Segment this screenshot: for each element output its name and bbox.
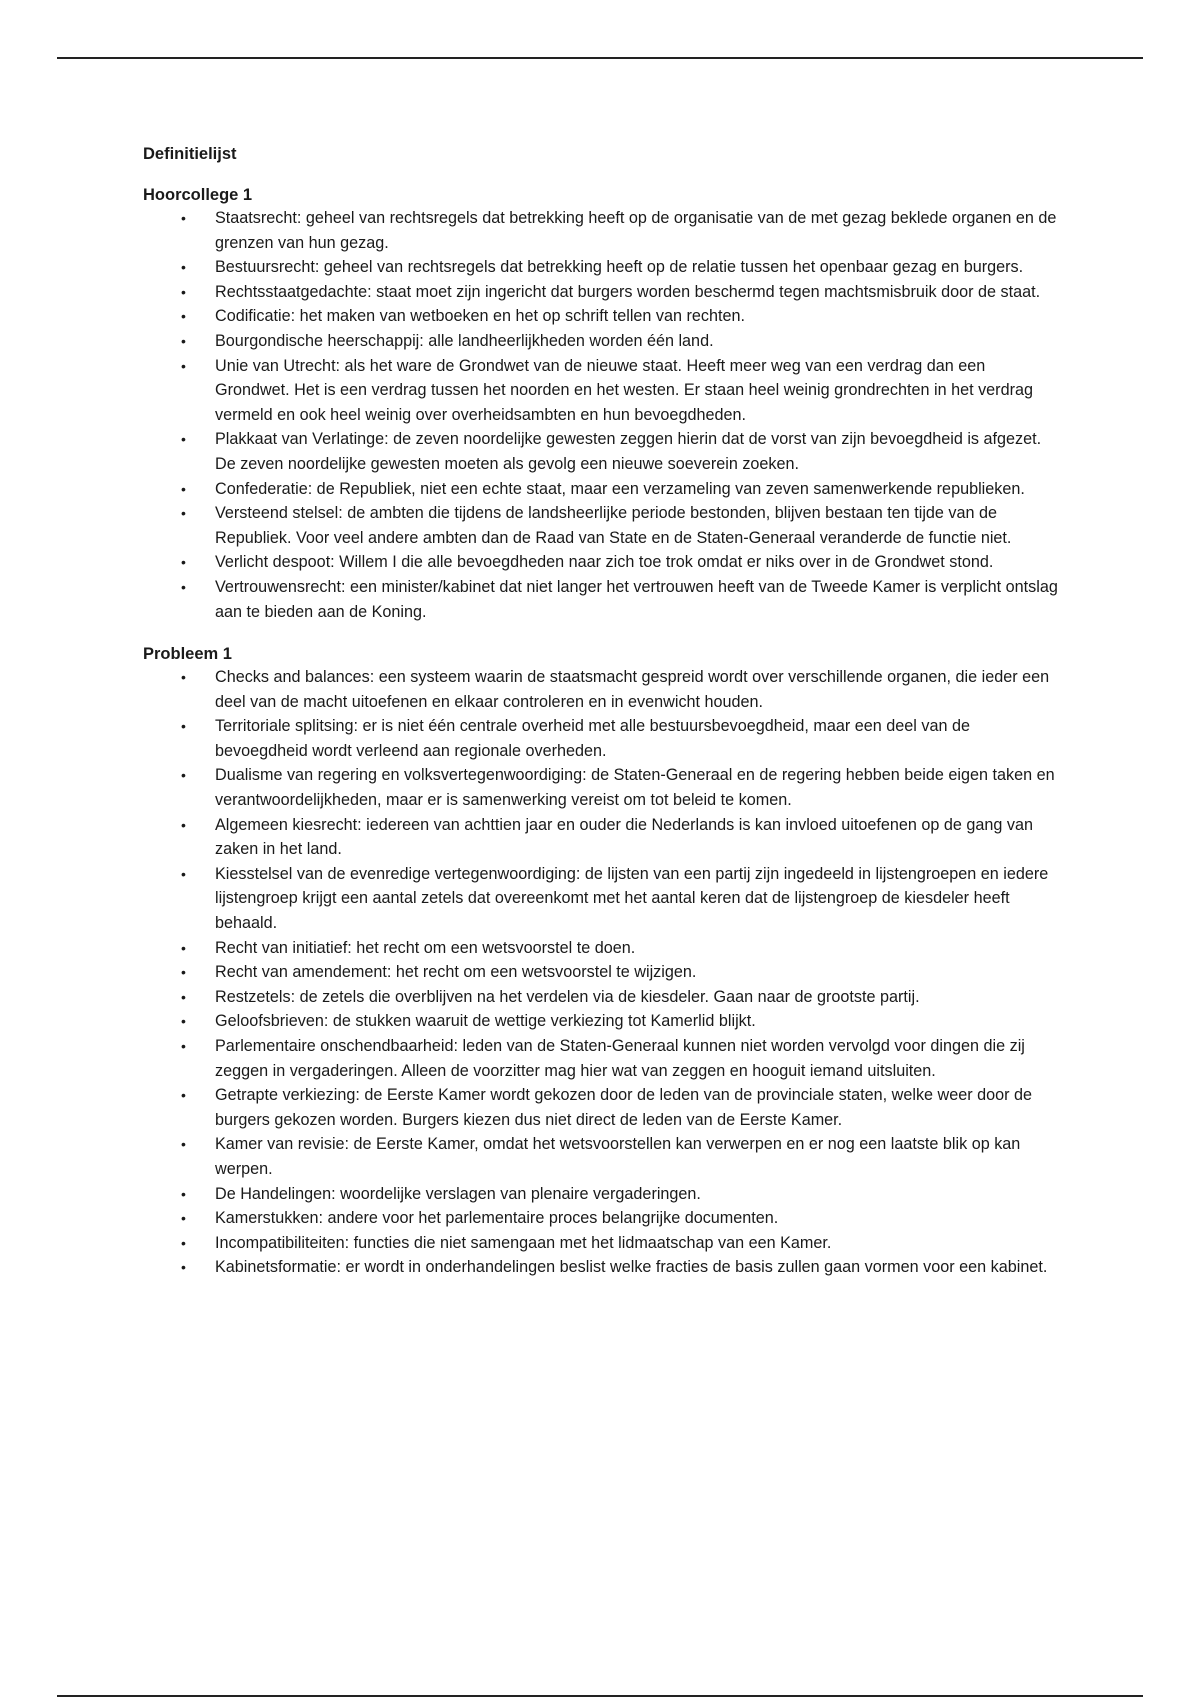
bullet-icon: • <box>181 357 186 374</box>
definition-text: Rechtsstaatgedachte: staat moet zijn ingericht dat burgers worden beschermd tegen machtsmisbruik door de staat. <box>215 282 1041 301</box>
list-item <box>143 329 1063 354</box>
list-item <box>143 255 1063 280</box>
definition-text: Algemeen kiesrecht: iedereen van achttien jaar en ouder die Nederlands is kan invloed uitoefenen op de gang van zaken in het land. <box>215 815 1034 859</box>
bullet-icon: • <box>181 669 186 686</box>
definition-text: Codificatie: het maken van wetboeken en het op schrift tellen van rechten. <box>215 307 746 326</box>
definition-text: Parlementaire onschendbaarheid: leden van de Staten-Generaal kunnen niet worden vervolgd voor dingen die zij zeggen in vergaderingen. Alleen de voorzitter mag hier wat van zeggen en hooguit iemand uitsluiten. <box>215 1037 1025 1080</box>
bullet-icon: • <box>181 505 186 522</box>
section-heading-hoorcollege-1: Hoorcollege 1 <box>143 186 253 204</box>
list-item <box>143 501 1063 550</box>
bullet-icon: • <box>181 480 186 497</box>
list-item <box>143 477 1063 502</box>
definition-text: Dualisme van regering en volksvertegenwoordiging: de Staten-Generaal en de regering hebben beide eigen taken en verantwoordelijkheden, maar er is samenwerking vereist om tot beleid te komen. <box>215 766 1055 810</box>
definition-text: Kabinetsformatie: er wordt in onderhandelingen beslist welke fracties de basis zullen gaan vormen voor een kabinet. <box>215 1258 1048 1277</box>
list-item <box>143 1132 1063 1181</box>
definition-text: Incompatibiliteiten: functies die niet samengaan met het lidmaatschap van een Kamer. <box>215 1233 832 1252</box>
definition-text: Vertrouwensrecht: een minister/kabinet dat niet langer het vertrouwen heeft van de Tweede Kamer is verplicht ontslag aan te bieden aan de Koning. <box>215 577 1058 621</box>
list-item <box>143 936 1063 961</box>
definition-text: Kamerstukken: andere voor het parlementaire proces belangrijke documenten. <box>215 1209 779 1228</box>
list-item <box>143 1034 1063 1083</box>
list-item <box>143 665 1063 714</box>
list-item <box>143 575 1063 624</box>
bullet-icon: • <box>181 816 186 833</box>
definition-text: Kamer van revisie: de Eerste Kamer, omdat het wetsvoorstellen kan verwerpen en er nog een laatste blik op kan werpen. <box>215 1135 1021 1178</box>
definition-text: Geloofsbrieven: de stukken waaruit de wettige verkiezing tot Kamerlid blijkt. <box>215 1012 756 1031</box>
list-item <box>143 1206 1063 1231</box>
footer-rule <box>57 1695 1143 1697</box>
definition-text: Recht van initiatief: het recht om een wetsvoorstel te doen. <box>215 938 636 957</box>
definition-text: Kiesstelsel van de evenredige vertegenwoordiging: de lijsten van een partij zijn ingedeeld in lijstengroepen en iedere lijstengroep krijgt een aantal zetels dat overeenkomt met het aantal keren dat de lijstengroep de kiesdeler heeft behaald. <box>215 864 1049 933</box>
bullet-icon: • <box>181 332 186 349</box>
bullet-icon: • <box>181 718 186 735</box>
list-item <box>143 304 1063 329</box>
definition-text: Bestuursrecht: geheel van rechtsregels dat betrekking heeft op de relatie tussen het openbaar gezag en burgers. <box>215 258 1024 277</box>
list-item <box>143 862 1063 936</box>
definition-text: Versteend stelsel: de ambten die tijdens de landsheerlijke periode bestonden, blijven bestaan ten tijde van de Republiek. Voor veel andere ambten dan de Raad van State en de Staten-Generaal veranderde de functie niet. <box>215 504 1012 547</box>
definition-list-hoorcollege-1 <box>143 206 1063 624</box>
list-item <box>143 1255 1063 1280</box>
list-item <box>143 960 1063 985</box>
definition-text: Verlicht despoot: Willem I die alle bevoegdheden naar zich toe trok omdat er niks over in de Grondwet stond. <box>215 553 994 572</box>
definition-text: Bourgondische heerschappij: alle landheerlijkheden worden één land. <box>215 331 714 350</box>
list-item <box>143 354 1063 428</box>
bullet-icon: • <box>181 1234 186 1251</box>
bullet-icon: • <box>181 210 186 226</box>
bullet-icon: • <box>181 1038 186 1054</box>
definition-text: Staatsrecht: geheel van rechtsregels dat betrekking heeft op de organisatie van de met gezag beklede organen en de grenzen van hun gezag. <box>215 209 1057 252</box>
bullet-icon: • <box>181 1259 186 1276</box>
list-item <box>143 1231 1063 1256</box>
list-item <box>143 813 1063 862</box>
bullet-icon: • <box>181 865 186 882</box>
bullet-icon: • <box>181 308 186 325</box>
list-item <box>143 1083 1063 1132</box>
bullet-icon: • <box>181 1210 186 1227</box>
list-item <box>143 280 1063 305</box>
definition-text: Territoriale splitsing: er is niet één centrale overheid met alle bestuursbevoegdheid, maar een deel van de bevoegdheid wordt verleend aan regionale overheden. <box>215 717 970 760</box>
list-item <box>143 427 1063 476</box>
list-item <box>143 550 1063 575</box>
bullet-icon: • <box>181 578 186 595</box>
list-item <box>143 763 1063 812</box>
document-title: Definitielijst <box>143 145 237 163</box>
definition-text: De Handelingen: woordelijke verslagen van plenaire vergaderingen. <box>215 1184 701 1203</box>
definition-list-probleem-1 <box>143 665 1063 1280</box>
definition-text: Checks and balances: een systeem waarin de staatsmacht gespreid wordt over verschillende organen, die ieder een deel van de macht uitoefenen en elkaar controleren en in evenwicht houden. <box>215 668 1050 711</box>
definition-text: Recht van amendement: het recht om een wetsvoorstel te wijzigen. <box>215 963 697 982</box>
bullet-icon: • <box>181 283 186 300</box>
list-item <box>143 714 1063 763</box>
bullet-icon: • <box>181 988 186 1005</box>
list-item <box>143 206 1063 255</box>
header-rule <box>57 57 1143 59</box>
list-item <box>143 1182 1063 1207</box>
definition-text: Unie van Utrecht: als het ware de Grondwet van de nieuwe staat. Heeft meer weg van een verdrag dan een Grondwet. Het is een verdrag tussen het noorden en het westen. Er staan heel weinig grondrechten in het verdrag vermeld en ook heel weinig over overheidsambten en hun bevoegdheden. <box>215 356 1033 424</box>
bullet-icon: • <box>181 939 186 956</box>
definition-text: Getrapte verkiezing: de Eerste Kamer wordt gekozen door de leden van de provinciale staten, welke weer door de burgers gekozen worden. Burgers kiezen dus niet direct de leden van de Eerste Kamer. <box>215 1086 1033 1129</box>
bullet-icon: • <box>181 1136 186 1153</box>
bullet-icon: • <box>181 259 186 276</box>
section-heading-probleem-1: Probleem 1 <box>143 645 232 664</box>
definition-text: Restzetels: de zetels die overblijven na het verdelen via de kiesdeler. Gaan naar de grootste partij. <box>215 987 920 1006</box>
document-body <box>143 143 1063 1280</box>
bullet-icon: • <box>181 767 186 784</box>
definition-text: Plakkaat van Verlatinge: de zeven noordelijke gewesten zeggen hierin dat de vorst van zijn bevoegdheid is afgezet. De zeven noordelijke gewesten moeten als gevolg een nieuwe soeverein zoeken. <box>215 430 1042 473</box>
bullet-icon: • <box>181 1087 186 1104</box>
bullet-icon: • <box>181 964 186 981</box>
list-item <box>143 1009 1063 1034</box>
bullet-icon: • <box>181 554 186 571</box>
list-item <box>143 985 1063 1010</box>
bullet-icon: • <box>181 431 186 448</box>
bullet-icon: • <box>181 1013 186 1030</box>
definition-text: Confederatie: de Republiek, niet een echte staat, maar een verzameling van zeven samenwerkende republieken. <box>215 479 1025 498</box>
bullet-icon: • <box>181 1185 186 1202</box>
